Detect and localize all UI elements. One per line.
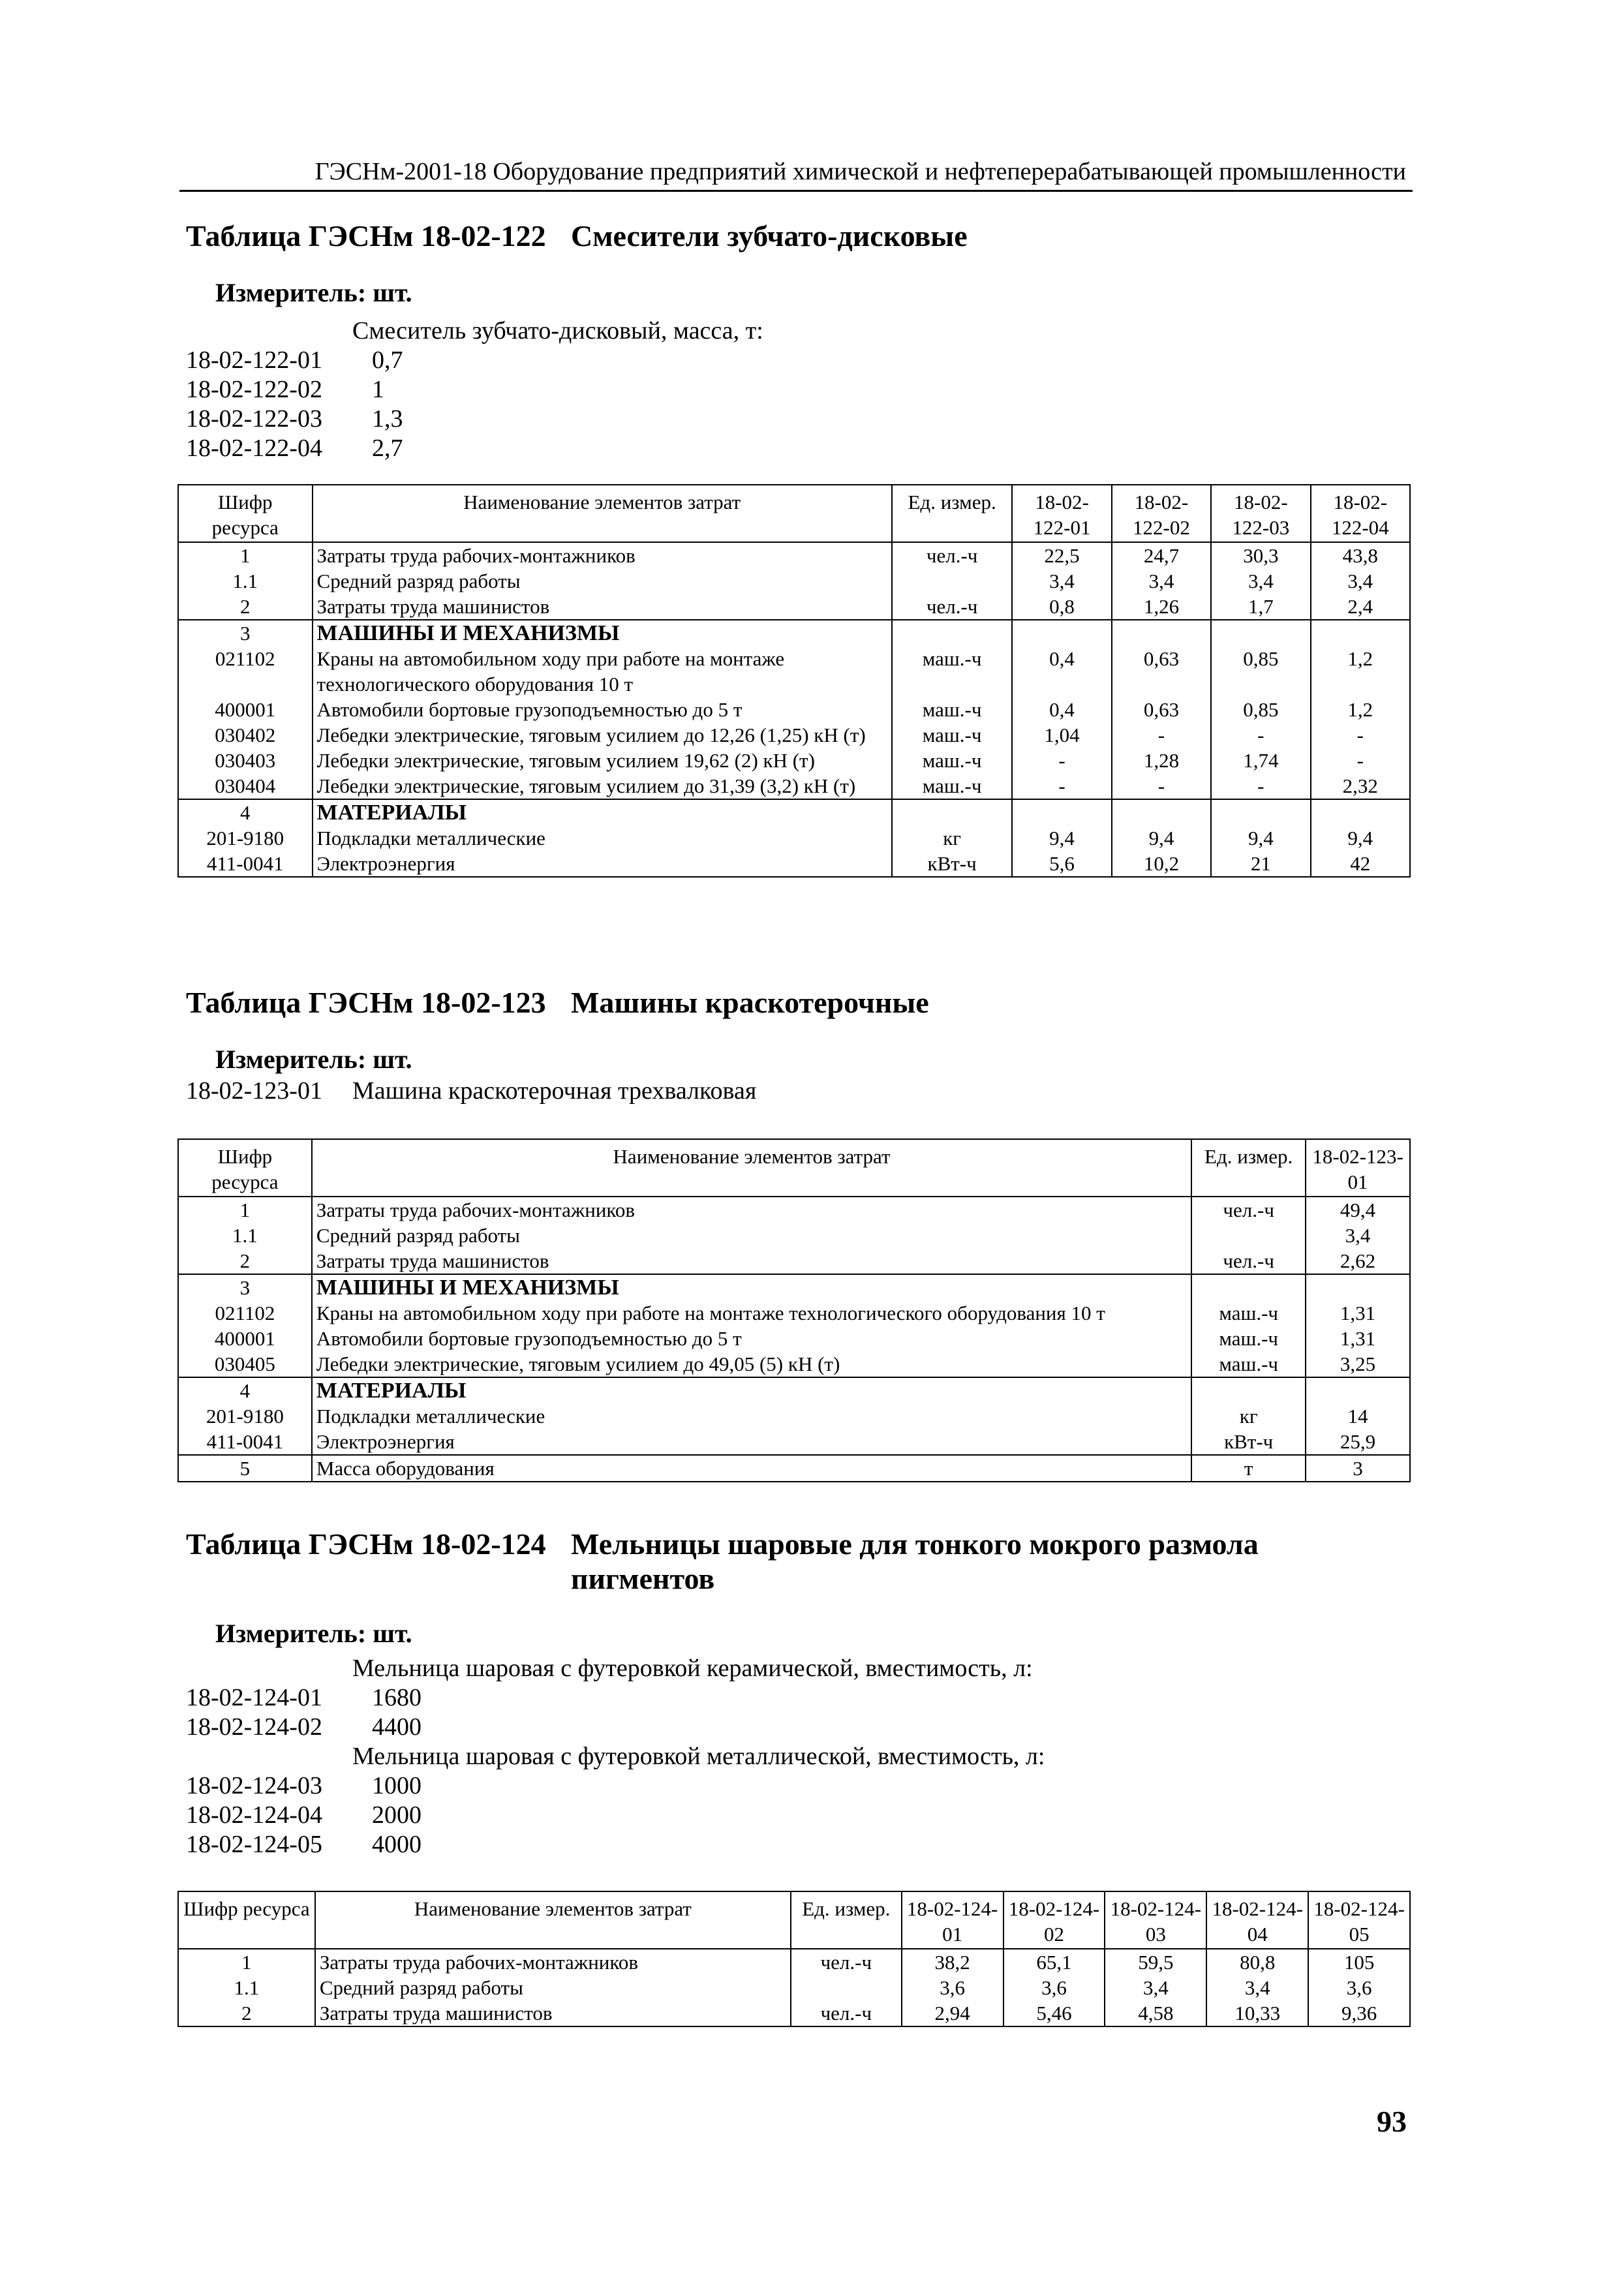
norm-value: - <box>1211 722 1310 748</box>
norm-value: - <box>1112 773 1211 799</box>
resource-code: 030405 <box>178 1351 312 1377</box>
cost-element-name: Средний разряд работы <box>315 1975 791 2000</box>
cost-element-name: Затраты труда машинистов <box>312 1248 1191 1274</box>
resource-code: 1.1 <box>178 1223 312 1248</box>
norm-value: 0,85 <box>1211 697 1310 722</box>
norm-value <box>1311 799 1410 825</box>
column-header: Наименование элементов затрат <box>315 1891 791 1949</box>
list-head: Мельница шаровая с футеровкой керамической, вместимость, л: <box>352 1655 1033 1682</box>
norm-value: 3,4 <box>1105 1975 1206 2000</box>
cost-element-name: Затраты труда машинистов <box>313 594 892 620</box>
column-header: Наименование элементов затрат <box>312 1139 1191 1197</box>
unit-of-measure <box>1191 1274 1306 1300</box>
norm-value: 0,4 <box>1012 697 1111 722</box>
table-row <box>178 1351 1410 1377</box>
list-item: 18-02-124-01 1680 <box>186 1684 421 1711</box>
norm-value: 43,8 <box>1311 542 1410 568</box>
cost-element-name: Краны на автомобильном ходу при работе на монтаже технологического оборудования 10 т <box>313 646 892 697</box>
table-122-code: Таблица ГЭСНм 18-02-122 <box>186 219 546 252</box>
resource-code: 201-9180 <box>178 825 313 851</box>
resource-table <box>177 484 1411 878</box>
norm-value: 1,74 <box>1211 748 1310 773</box>
table-row <box>178 773 1410 799</box>
norm-value: 1,2 <box>1311 697 1410 722</box>
norm-value: 3,6 <box>1308 1975 1410 2000</box>
table-123-title <box>186 985 929 1020</box>
table-row <box>178 1326 1410 1351</box>
table-row <box>178 542 1410 568</box>
cost-element-name: Затраты труда машинистов <box>315 2000 791 2026</box>
norm-value <box>1112 799 1211 825</box>
cost-element-name: Затраты труда рабочих-монтажников <box>312 1197 1191 1223</box>
resource-code: 030403 <box>178 748 313 773</box>
norm-value: 9,36 <box>1308 2000 1410 2026</box>
column-header: 18-02-123-01 <box>1306 1139 1410 1197</box>
norm-value: 3,4 <box>1211 568 1310 594</box>
norm-value: 59,5 <box>1105 1949 1206 1975</box>
norm-value: 49,4 <box>1306 1197 1410 1223</box>
resource-code: 3 <box>178 1274 312 1300</box>
unit-of-measure: маш.-ч <box>1191 1300 1306 1326</box>
column-header: Шифр ресурса <box>178 1891 315 1949</box>
norm-value: 0,63 <box>1112 646 1211 697</box>
unit-of-measure <box>892 799 1012 825</box>
unit-of-measure <box>791 1975 902 2000</box>
cost-element-name: Средний разряд работы <box>312 1223 1191 1248</box>
unit-of-measure <box>892 620 1012 646</box>
table-row <box>178 2000 1410 2026</box>
norm-value: 9,4 <box>1311 825 1410 851</box>
norm-value: 9,4 <box>1211 825 1310 851</box>
table-header-row <box>178 1139 1410 1197</box>
resource-table <box>177 1891 1411 2027</box>
norm-value: 2,94 <box>902 2000 1004 2026</box>
unit-of-measure: кг <box>892 825 1012 851</box>
norm-value: 14 <box>1306 1403 1410 1429</box>
list-item: 18-02-123-01 Машина краскотерочная трехвалковая <box>186 1077 757 1105</box>
column-header: 18-02-124-03 <box>1105 1891 1206 1949</box>
list-head: Смеситель зубчато-дисковый, масса, т: <box>352 317 763 344</box>
norm-value: 1,31 <box>1306 1326 1410 1351</box>
norm-value: 65,1 <box>1004 1949 1105 1975</box>
norm-value: 3,6 <box>1004 1975 1105 2000</box>
norm-value: 0,63 <box>1112 697 1211 722</box>
unit-of-measure: маш.-ч <box>892 773 1012 799</box>
resource-code: 1.1 <box>178 1975 315 2000</box>
unit-of-measure: т <box>1191 1455 1306 1482</box>
resource-code: 1.1 <box>178 568 313 594</box>
cost-element-name: Подкладки металлические <box>312 1403 1191 1429</box>
unit-of-measure: маш.-ч <box>892 748 1012 773</box>
cost-element-name: Затраты труда рабочих-монтажников <box>313 542 892 568</box>
table-122-name: Смесители зубчато-дисковые <box>571 219 968 252</box>
table-123-name: Машины краскотерочные <box>571 986 929 1019</box>
cost-element-name: МАШИНЫ И МЕХАНИЗМЫ <box>312 1274 1191 1300</box>
norm-value <box>1306 1274 1410 1300</box>
norm-value <box>1311 620 1410 646</box>
norm-value: 22,5 <box>1012 542 1111 568</box>
table-row <box>178 1403 1410 1429</box>
column-header: 18-02-124-01 <box>902 1891 1004 1949</box>
unit-of-measure: кВт-ч <box>892 851 1012 877</box>
column-header: 18-02-124-02 <box>1004 1891 1105 1949</box>
cost-element-name: Лебедки электрические, тяговым усилием 19,62 (2) кН (т) <box>313 748 892 773</box>
norm-value: - <box>1311 722 1410 748</box>
list-head: Мельница шаровая с футеровкой металлической, вместимость, л: <box>352 1743 1045 1770</box>
norm-value: 3,4 <box>1306 1223 1410 1248</box>
unit-of-measure: чел.-ч <box>791 1949 902 1975</box>
norm-value: 5,6 <box>1012 851 1111 877</box>
unit-of-measure: маш.-ч <box>892 697 1012 722</box>
norm-value <box>1012 799 1111 825</box>
table-row <box>178 722 1410 748</box>
table-row <box>178 799 1410 825</box>
cost-element-name: Лебедки электрические, тяговым усилием до 12,26 (1,25) кН (т) <box>313 722 892 748</box>
list-item: 18-02-122-04 2,7 <box>186 435 403 462</box>
cost-element-name: Электроэнергия <box>312 1429 1191 1455</box>
table-row <box>178 568 1410 594</box>
list-item: 18-02-124-04 2000 <box>186 1801 421 1829</box>
resource-code: 2 <box>178 2000 315 2026</box>
unit-of-measure: маш.-ч <box>892 722 1012 748</box>
resource-code: 411-0041 <box>178 1429 312 1455</box>
table-row <box>178 1377 1410 1403</box>
cost-element-name: Краны на автомобильном ходу при работе на монтаже технологического оборудования 10 т <box>312 1300 1191 1326</box>
unit-of-measure: маш.-ч <box>892 646 1012 697</box>
unit-of-measure: маш.-ч <box>1191 1326 1306 1351</box>
resource-code: 030402 <box>178 722 313 748</box>
table-row <box>178 1300 1410 1326</box>
table-124-list <box>186 1654 1045 1859</box>
table-122-unit: Измеритель: шт. <box>215 278 412 307</box>
cost-element-name: МАТЕРИАЛЫ <box>313 799 892 825</box>
norm-value <box>1211 620 1310 646</box>
list-item: 18-02-122-03 1,3 <box>186 405 403 433</box>
norm-value: 3,6 <box>902 1975 1004 2000</box>
norm-value: - <box>1112 722 1211 748</box>
norm-value: 38,2 <box>902 1949 1004 1975</box>
list-item: 18-02-122-01 0,7 <box>186 346 403 374</box>
norm-value: 3,4 <box>1311 568 1410 594</box>
table-row <box>178 825 1410 851</box>
column-header: 18-02-124-05 <box>1308 1891 1410 1949</box>
column-header: Ед. измер. <box>791 1891 902 1949</box>
column-header: 18-02-122-03 <box>1211 485 1310 542</box>
page-header <box>179 153 1413 192</box>
norm-value: 10,33 <box>1206 2000 1308 2026</box>
table-row <box>178 851 1410 877</box>
table-row <box>178 1949 1410 1975</box>
norm-value: 3,4 <box>1012 568 1111 594</box>
list-item: 18-02-124-05 4000 <box>186 1831 421 1858</box>
table-row <box>178 1197 1410 1223</box>
table-row <box>178 1975 1410 2000</box>
cost-element-name: Затраты труда рабочих-монтажников <box>315 1949 791 1975</box>
resource-code: 021102 <box>178 646 313 697</box>
table-row <box>178 1248 1410 1274</box>
norm-value: 1,31 <box>1306 1300 1410 1326</box>
column-header: 18-02-122-01 <box>1012 485 1111 542</box>
norm-value <box>1306 1377 1410 1403</box>
table-row <box>178 1223 1410 1248</box>
table-header-row <box>178 1891 1410 1949</box>
cost-element-name: Автомобили бортовые грузоподъемностью до 5 т <box>313 697 892 722</box>
column-header: Шифр ресурса <box>178 1139 312 1197</box>
norm-value: 9,4 <box>1112 825 1211 851</box>
unit-of-measure: кг <box>1191 1403 1306 1429</box>
norm-value: 1,26 <box>1112 594 1211 620</box>
resource-code: 400001 <box>178 697 313 722</box>
table-header-row <box>178 485 1410 542</box>
table-row <box>178 697 1410 722</box>
resource-code: 1 <box>178 1949 315 1975</box>
resource-code: 021102 <box>178 1300 312 1326</box>
resource-table <box>177 1138 1411 1482</box>
norm-value: 25,9 <box>1306 1429 1410 1455</box>
norm-value: 4,58 <box>1105 2000 1206 2026</box>
resource-code: 2 <box>178 1248 312 1274</box>
unit-of-measure: кВт-ч <box>1191 1429 1306 1455</box>
norm-value: 0,85 <box>1211 646 1310 697</box>
resource-code: 400001 <box>178 1326 312 1351</box>
resource-code: 3 <box>178 620 313 646</box>
norm-value: 0,8 <box>1012 594 1111 620</box>
cost-element-name: Средний разряд работы <box>313 568 892 594</box>
table-122-title <box>186 219 968 253</box>
cost-element-name: Лебедки электрические, тяговым усилием до 31,39 (3,2) кН (т) <box>313 773 892 799</box>
norm-value: 0,4 <box>1012 646 1111 697</box>
page-number: 93 <box>1377 2105 1407 2138</box>
resource-code: 1 <box>178 542 313 568</box>
resource-code: 411-0041 <box>178 851 313 877</box>
norm-value <box>1211 799 1310 825</box>
list-item: 18-02-124-02 4400 <box>186 1713 421 1741</box>
cost-element-name: МАТЕРИАЛЫ <box>312 1377 1191 1403</box>
cost-element-name: Лебедки электрические, тяговым усилием до 49,05 (5) кН (т) <box>312 1351 1191 1377</box>
norm-value: 9,4 <box>1012 825 1111 851</box>
column-header: Наименование элементов затрат <box>313 485 892 542</box>
unit-of-measure: чел.-ч <box>892 542 1012 568</box>
table-123-unit: Измеритель: шт. <box>215 1045 412 1074</box>
norm-value: 3,25 <box>1306 1351 1410 1377</box>
list-item: 18-02-124-03 1000 <box>186 1772 421 1799</box>
norm-value: 1,2 <box>1311 646 1410 697</box>
column-header: 18-02-122-02 <box>1112 485 1211 542</box>
norm-value: - <box>1311 748 1410 773</box>
norm-value: 24,7 <box>1112 542 1211 568</box>
table-122-list <box>186 316 763 463</box>
column-header: Ед. измер. <box>1191 1139 1306 1197</box>
table-124-code: Таблица ГЭСНм 18-02-124 <box>186 1527 546 1561</box>
resource-code: 2 <box>178 594 313 620</box>
resource-code: 5 <box>178 1455 312 1482</box>
norm-value: 5,46 <box>1004 2000 1105 2026</box>
table-row <box>178 748 1410 773</box>
norm-value: 1,28 <box>1112 748 1211 773</box>
resource-code: 4 <box>178 799 313 825</box>
norm-value: 2,4 <box>1311 594 1410 620</box>
unit-of-measure <box>1191 1223 1306 1248</box>
resource-code: 1 <box>178 1197 312 1223</box>
table-row <box>178 646 1410 697</box>
table-123-code: Таблица ГЭСНм 18-02-123 <box>186 986 546 1019</box>
list-item: 18-02-122-02 1 <box>186 376 384 403</box>
norm-value: 21 <box>1211 851 1310 877</box>
norm-value: 105 <box>1308 1949 1410 1975</box>
table-row <box>178 620 1410 646</box>
table-124-title <box>186 1527 1413 1596</box>
unit-of-measure <box>892 568 1012 594</box>
unit-of-measure: маш.-ч <box>1191 1351 1306 1377</box>
column-header: Шифр ресурса <box>178 485 313 542</box>
cost-element-name: Масса оборудования <box>312 1455 1191 1482</box>
norm-value: 1,7 <box>1211 594 1310 620</box>
norm-value: 3,4 <box>1206 1975 1308 2000</box>
norm-value: - <box>1012 748 1111 773</box>
norm-value: - <box>1211 773 1310 799</box>
resource-code: 030404 <box>178 773 313 799</box>
unit-of-measure: чел.-ч <box>892 594 1012 620</box>
column-header: Ед. измер. <box>892 485 1012 542</box>
table-row <box>178 1274 1410 1300</box>
norm-value: 42 <box>1311 851 1410 877</box>
cost-element-name: МАШИНЫ И МЕХАНИЗМЫ <box>313 620 892 646</box>
column-header: 18-02-124-04 <box>1206 1891 1308 1949</box>
norm-value: 30,3 <box>1211 542 1310 568</box>
column-header: 18-02-122-04 <box>1311 485 1410 542</box>
norm-value: 2,62 <box>1306 1248 1410 1274</box>
norm-value: 1,04 <box>1012 722 1111 748</box>
norm-value: 80,8 <box>1206 1949 1308 1975</box>
norm-value: 10,2 <box>1112 851 1211 877</box>
table-123-list <box>186 1077 756 1106</box>
cost-element-name: Подкладки металлические <box>313 825 892 851</box>
resource-code: 201-9180 <box>178 1403 312 1429</box>
resource-code: 4 <box>178 1377 312 1403</box>
unit-of-measure: чел.-ч <box>791 2000 902 2026</box>
cost-element-name: Электроэнергия <box>313 851 892 877</box>
header-text: ГЭСНм-2001-18 Оборудование предприятий химической и нефтеперерабатывающей промышленности <box>314 158 1406 185</box>
table-124-unit: Измеритель: шт. <box>215 1619 412 1648</box>
table-row <box>178 594 1410 620</box>
cost-element-name: Автомобили бортовые грузоподъемностью до 5 т <box>312 1326 1191 1351</box>
norm-value <box>1012 620 1111 646</box>
norm-value: 3,4 <box>1112 568 1211 594</box>
unit-of-measure <box>1191 1377 1306 1403</box>
table-row <box>178 1429 1410 1455</box>
unit-of-measure: чел.-ч <box>1191 1248 1306 1274</box>
norm-value: 3 <box>1306 1455 1410 1482</box>
norm-value: - <box>1012 773 1111 799</box>
norm-value: 2,32 <box>1311 773 1410 799</box>
table-row <box>178 1455 1410 1482</box>
norm-value <box>1112 620 1211 646</box>
table-124-name: Мельницы шаровые для тонкого мокрого размола пигментов <box>571 1527 1259 1595</box>
unit-of-measure: чел.-ч <box>1191 1197 1306 1223</box>
